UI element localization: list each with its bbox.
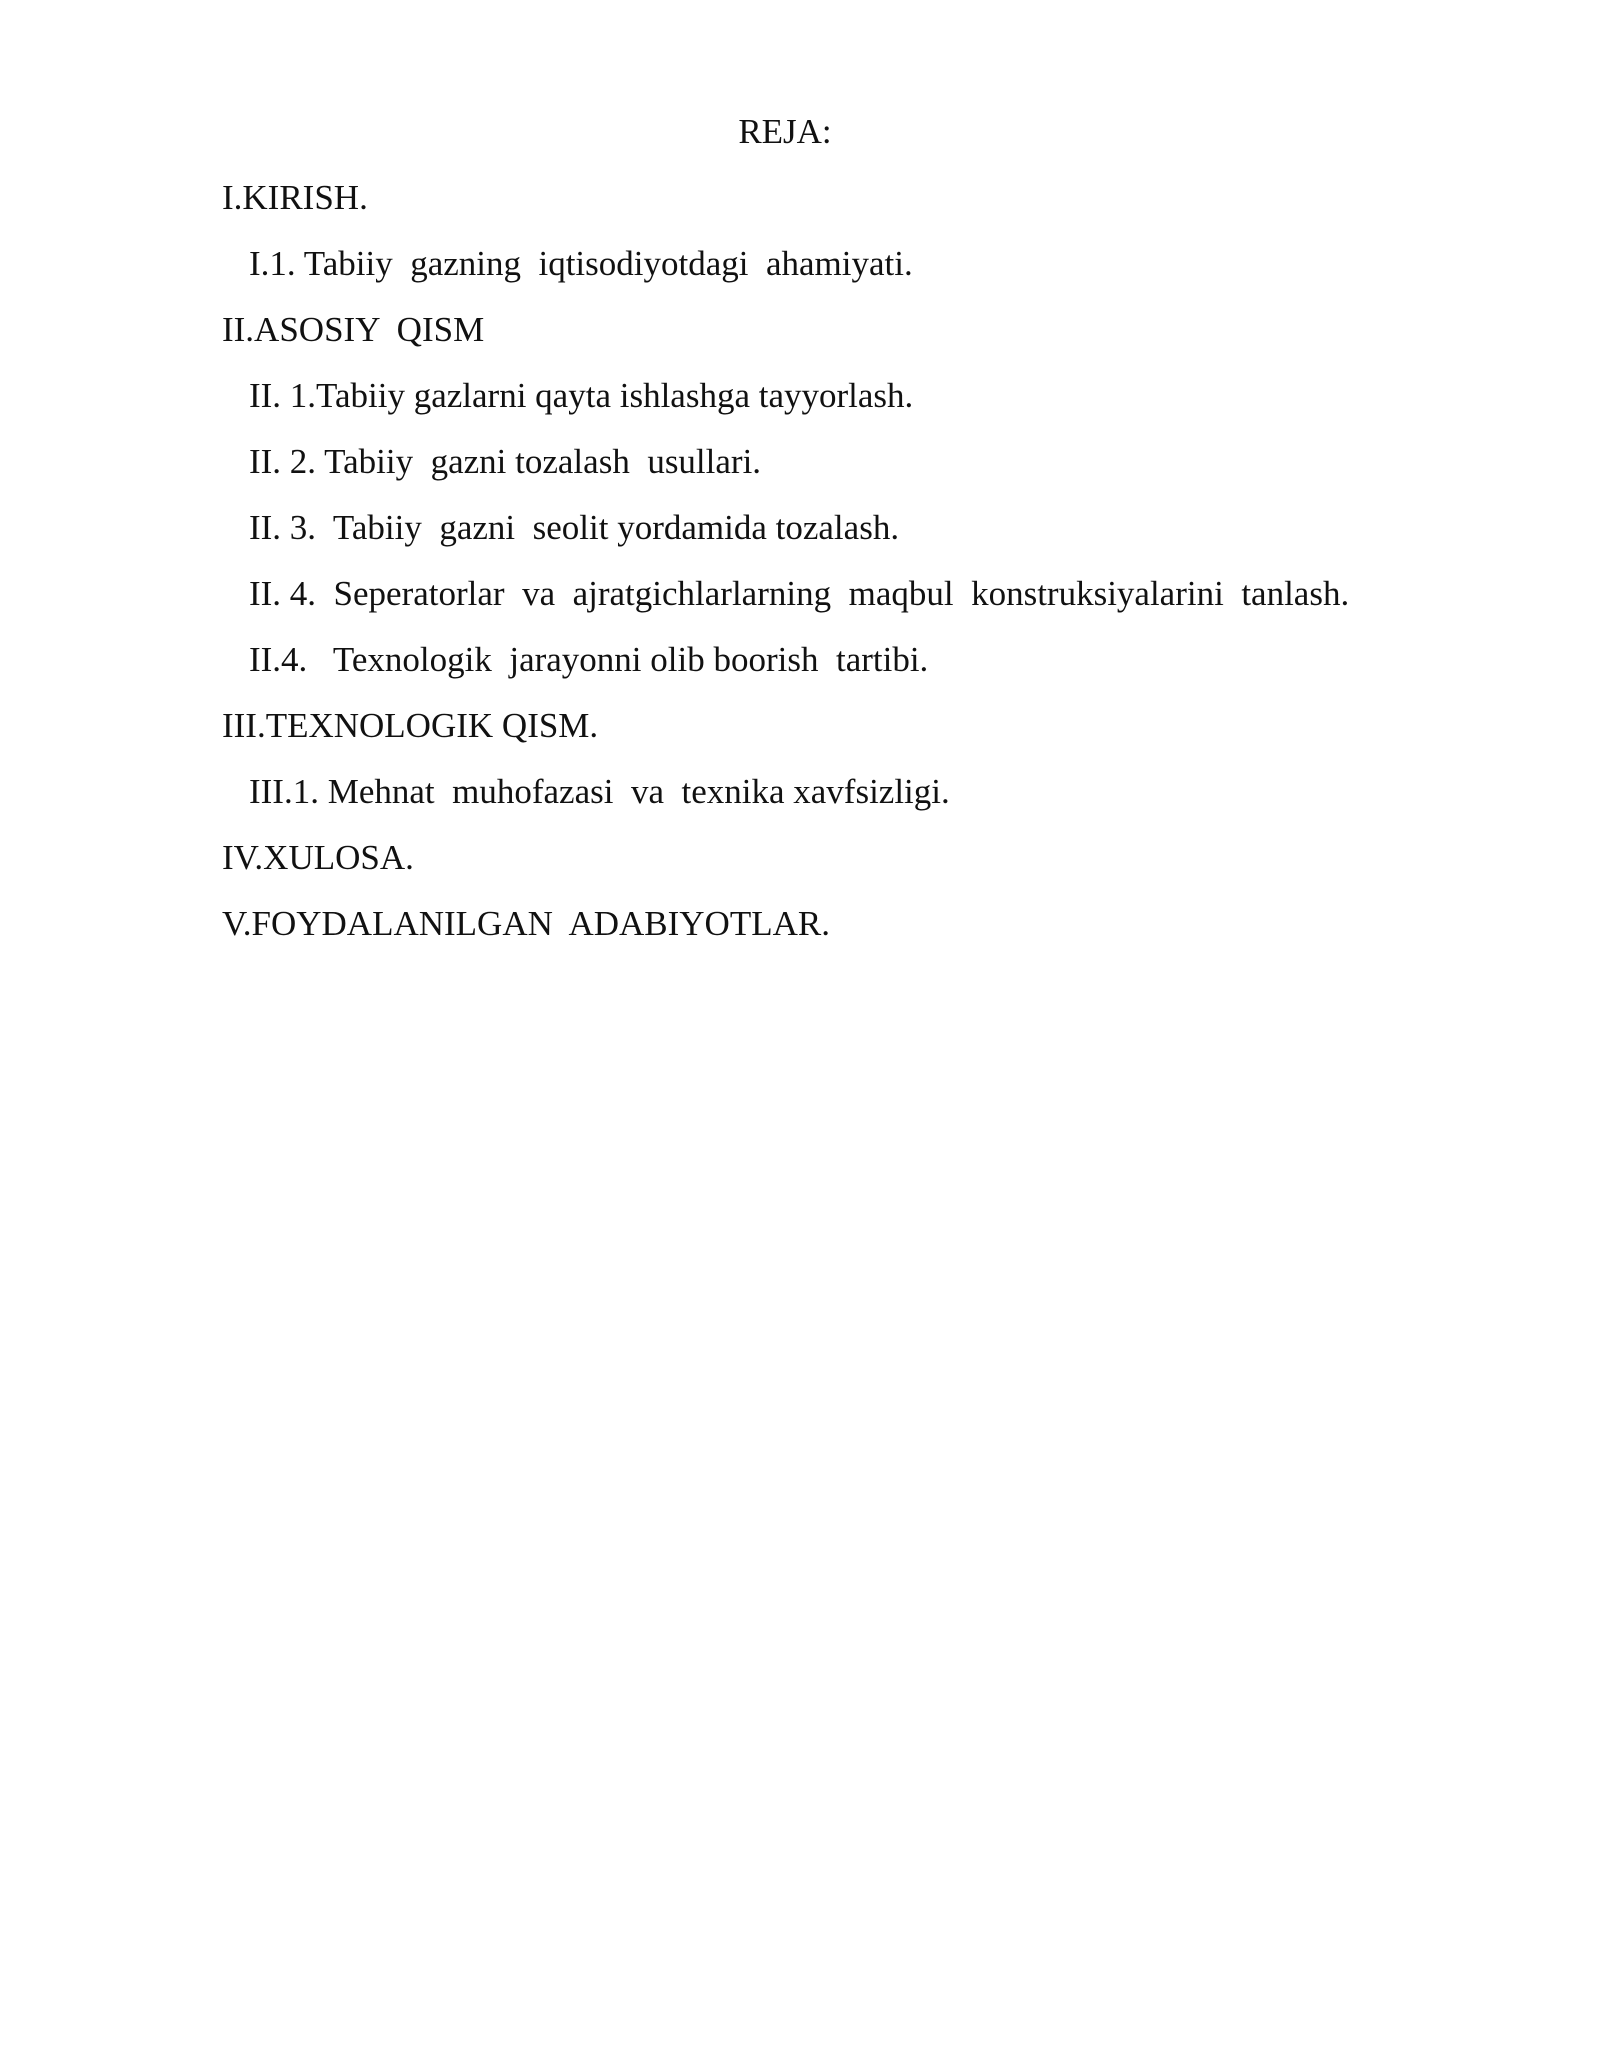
outline-section-references: V.FOYDALANILGAN ADABIYOTLAR. xyxy=(222,904,830,943)
outline-section-technological: III.TEXNOLOGIK QISM. xyxy=(222,706,599,745)
outline-subsection-3-1: III.1. Mehnat muhofazasi va texnika xavfsizligi. xyxy=(249,772,950,811)
outline-subsection-2-2: II. 2. Tabiiy gazni tozalash usullari. xyxy=(249,442,762,481)
outline-section-conclusion: IV.XULOSA. xyxy=(222,838,414,877)
outline-section-main: II.ASOSIY QISM xyxy=(222,310,485,349)
outline-subsection-2-4b: II.4. Texnologik jarayonni olib boorish tartibi. xyxy=(249,640,929,679)
page-title: REJA: xyxy=(738,112,832,151)
outline-subsection-1-1: I.1. Tabiiy gazning iqtisodiyotdagi ahamiyati. xyxy=(249,244,913,283)
outline-subsection-2-3: II. 3. Tabiiy gazni seolit yordamida tozalash. xyxy=(249,508,900,547)
outline-subsection-2-1: II. 1.Tabiiy gazlarni qayta ishlashga tayyorlash. xyxy=(249,376,914,415)
outline-section-intro: I.KIRISH. xyxy=(222,178,368,217)
outline-subsection-2-4: II. 4. Seperatorlar va ajratgichlarlarning maqbul konstruksiyalarini tanlash. xyxy=(249,574,1350,613)
